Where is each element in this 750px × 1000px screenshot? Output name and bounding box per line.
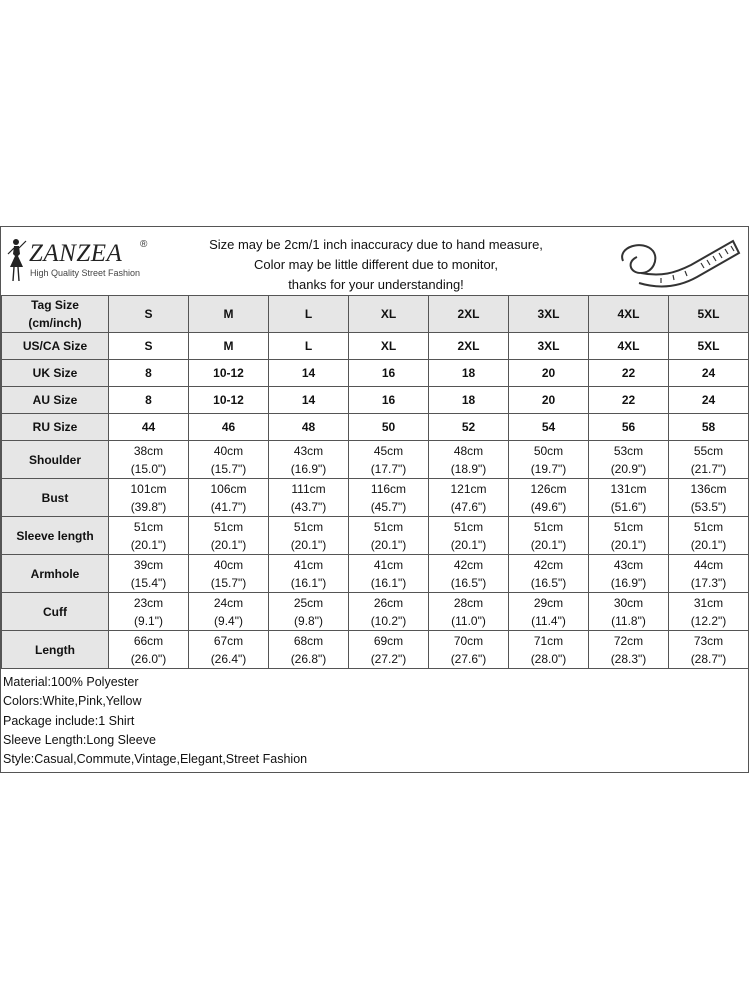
- tag-size-cell: L: [269, 296, 349, 333]
- cm-value: 41cm: [293, 557, 324, 572]
- spec-material: Material:100% Polyester: [3, 675, 139, 689]
- table-cell: [509, 479, 589, 517]
- inch-value: (27.2"): [370, 651, 407, 666]
- table-cell: [669, 517, 749, 555]
- registered-mark: ®: [140, 239, 148, 250]
- table-cell: 50: [349, 414, 429, 441]
- row-label: US/CA Size: [2, 333, 109, 360]
- table-cell: [669, 441, 749, 479]
- table-cell: 18: [429, 387, 509, 414]
- table-cell: [509, 593, 589, 631]
- cm-value: 51cm: [133, 519, 164, 534]
- spec-package: Package include:1 Shirt: [3, 713, 135, 728]
- brand-logo: ZANZEA: [29, 240, 123, 267]
- table-cell: [589, 441, 669, 479]
- size-chart: [0, 226, 749, 773]
- table-row: [2, 441, 749, 479]
- cm-value: 68cm: [293, 633, 324, 648]
- table-cell: [269, 593, 349, 631]
- table-cell: 10-12: [189, 360, 269, 387]
- table-cell: [189, 441, 269, 479]
- table-cell: [429, 631, 509, 669]
- inch-value: (20.1"): [370, 537, 407, 552]
- cm-value: 116cm: [370, 481, 407, 496]
- table-cell: [589, 555, 669, 593]
- cm-value: 51cm: [293, 519, 324, 534]
- inch-value: (45.7"): [370, 499, 407, 514]
- inch-value: (20.1"): [210, 537, 247, 552]
- inch-value: (15.0"): [130, 461, 167, 476]
- tag-size-header: [2, 296, 109, 333]
- table-cell: [349, 555, 429, 593]
- table-cell: 52: [429, 414, 509, 441]
- row-label: AU Size: [2, 387, 109, 414]
- row-label: Cuff: [2, 593, 109, 631]
- table-cell: S: [109, 333, 189, 360]
- inch-value: (16.5"): [450, 575, 487, 590]
- cm-value: 48cm: [453, 443, 484, 458]
- inch-value: (51.6"): [610, 499, 647, 514]
- notice-line: Color may be little different due to monitor,: [254, 257, 498, 272]
- table-cell: 14: [269, 387, 349, 414]
- table-cell: [349, 593, 429, 631]
- table-row: [2, 414, 749, 441]
- table-cell: [349, 479, 429, 517]
- table-cell: XL: [349, 333, 429, 360]
- cm-value: 39cm: [133, 557, 164, 572]
- inch-value: (9.4"): [214, 613, 243, 628]
- table-cell: [109, 555, 189, 593]
- table-row: [2, 479, 749, 517]
- notice-line: thanks for your understanding!: [288, 277, 464, 292]
- inch-value: (26.4"): [210, 651, 247, 666]
- cm-value: 23cm: [133, 595, 164, 610]
- table-row: [2, 517, 749, 555]
- tag-size-cell: S: [109, 296, 189, 333]
- cm-value: 67cm: [213, 633, 244, 648]
- table-cell: [269, 441, 349, 479]
- table-cell: [429, 593, 509, 631]
- table-cell: 16: [349, 360, 429, 387]
- cm-value: 40cm: [213, 443, 244, 458]
- row-label: Bust: [2, 479, 109, 517]
- table-cell: [269, 479, 349, 517]
- table-cell: [109, 631, 189, 669]
- table-row: [2, 555, 749, 593]
- row-label: Armhole: [2, 555, 109, 593]
- table-cell: [269, 555, 349, 593]
- table-cell: [589, 593, 669, 631]
- table-cell: [109, 479, 189, 517]
- cm-value: 51cm: [453, 519, 484, 534]
- inch-value: (43.7"): [290, 499, 327, 514]
- row-label: UK Size: [2, 360, 109, 387]
- inch-value: (16.1"): [370, 575, 407, 590]
- table-cell: 58: [669, 414, 749, 441]
- table-row: [2, 387, 749, 414]
- cm-value: 40cm: [213, 557, 244, 572]
- table-cell: [429, 517, 509, 555]
- table-cell: 18: [429, 360, 509, 387]
- inch-value: (53.5"): [690, 499, 727, 514]
- table-cell: 46: [189, 414, 269, 441]
- inch-value: (15.7"): [210, 461, 247, 476]
- table-cell: 10-12: [189, 387, 269, 414]
- table-cell: [189, 479, 269, 517]
- table-cell: [189, 593, 269, 631]
- product-specs: [3, 673, 307, 769]
- spec-colors: Colors:White,Pink,Yellow: [3, 694, 142, 709]
- chart-header: [1, 227, 748, 296]
- table-cell: [509, 441, 589, 479]
- inch-value: (26.8"): [290, 651, 327, 666]
- cm-value: 69cm: [373, 633, 404, 648]
- cm-value: 43cm: [613, 557, 644, 572]
- inch-value: (15.4"): [130, 575, 167, 590]
- table-row: [2, 360, 749, 387]
- inch-value: (20.1"): [130, 537, 167, 552]
- cm-value: 101cm: [130, 481, 167, 496]
- inch-value: (20.1"): [450, 537, 487, 552]
- tag-size-cell: 4XL: [589, 296, 669, 333]
- table-cell: [509, 517, 589, 555]
- table-row: [2, 333, 749, 360]
- cm-value: 28cm: [453, 595, 484, 610]
- inch-value: (18.9"): [450, 461, 487, 476]
- table-cell: 48: [269, 414, 349, 441]
- inch-value: (26.0"): [130, 651, 167, 666]
- table-cell: [109, 517, 189, 555]
- spec-style: Style:Casual,Commute,Vintage,Elegant,Street Fashion: [3, 752, 308, 767]
- table-cell: [669, 631, 749, 669]
- cm-value: 24cm: [213, 595, 244, 610]
- table-cell: [589, 517, 669, 555]
- table-cell: [429, 441, 509, 479]
- table-cell: [509, 631, 589, 669]
- inch-value: (20.1"): [290, 537, 327, 552]
- tag-size-cell: 3XL: [509, 296, 589, 333]
- inch-value: (16.9"): [610, 575, 647, 590]
- inch-value: (27.6"): [450, 651, 487, 666]
- table-cell: 22: [589, 387, 669, 414]
- inch-value: (17.7"): [370, 461, 407, 476]
- cm-value: 71cm: [533, 633, 564, 648]
- inch-value: (21.7"): [690, 461, 727, 476]
- cm-value: 50cm: [533, 443, 564, 458]
- inch-value: (39.8"): [130, 499, 167, 514]
- table-cell: 5XL: [669, 333, 749, 360]
- inch-value: (28.0"): [530, 651, 567, 666]
- table-cell: 8: [109, 360, 189, 387]
- size-table: [1, 295, 749, 669]
- table-cell: 16: [349, 387, 429, 414]
- cm-value: 53cm: [613, 443, 644, 458]
- measurement-notice: [181, 235, 571, 295]
- cm-value: 66cm: [133, 633, 164, 648]
- table-cell: [189, 517, 269, 555]
- inch-value: (20.9"): [610, 461, 647, 476]
- inch-value: (16.1"): [290, 575, 327, 590]
- fashion-figure-icon: [5, 237, 29, 283]
- table-cell: 4XL: [589, 333, 669, 360]
- inch-value: (12.2"): [690, 613, 727, 628]
- notice-line: Size may be 2cm/1 inch inaccuracy due to hand measure,: [209, 237, 543, 252]
- tag-size-cell: XL: [349, 296, 429, 333]
- table-cell: 3XL: [509, 333, 589, 360]
- table-cell: [509, 555, 589, 593]
- cm-value: 72cm: [613, 633, 644, 648]
- tag-size-cell: M: [189, 296, 269, 333]
- table-cell: [269, 631, 349, 669]
- header-label: Tag Size: [31, 298, 79, 312]
- inch-value: (28.3"): [610, 651, 647, 666]
- inch-value: (49.6"): [530, 499, 567, 514]
- table-cell: [349, 631, 429, 669]
- cm-value: 51cm: [373, 519, 404, 534]
- inch-value: (11.4"): [531, 613, 566, 628]
- tag-size-cell: 2XL: [429, 296, 509, 333]
- inch-value: (19.7"): [530, 461, 567, 476]
- cm-value: 136cm: [690, 481, 727, 496]
- inch-value: (9.8"): [294, 613, 323, 628]
- table-cell: [189, 631, 269, 669]
- cm-value: 51cm: [533, 519, 564, 534]
- cm-value: 41cm: [373, 557, 404, 572]
- tag-size-cell: 5XL: [669, 296, 749, 333]
- cm-value: 121cm: [450, 481, 487, 496]
- inch-value: (11.0"): [451, 613, 486, 628]
- inch-value: (20.1"): [690, 537, 727, 552]
- inch-value: (15.7"): [210, 575, 247, 590]
- brand-tagline: High Quality Street Fashion: [30, 268, 141, 278]
- inch-value: (11.8"): [611, 613, 646, 628]
- cm-value: 126cm: [530, 481, 567, 496]
- inch-value: (16.9"): [290, 461, 327, 476]
- cm-value: 25cm: [293, 595, 324, 610]
- cm-value: 51cm: [693, 519, 724, 534]
- cm-value: 111cm: [291, 481, 326, 496]
- inch-value: (28.7"): [690, 651, 727, 666]
- table-cell: [669, 593, 749, 631]
- inch-value: (20.1"): [530, 537, 567, 552]
- table-cell: [109, 441, 189, 479]
- table-cell: 54: [509, 414, 589, 441]
- table-cell: 2XL: [429, 333, 509, 360]
- table-cell: L: [269, 333, 349, 360]
- table-cell: [349, 441, 429, 479]
- table-row: [2, 631, 749, 669]
- table-cell: [669, 479, 749, 517]
- cm-value: 73cm: [693, 633, 724, 648]
- inch-value: (47.6"): [450, 499, 487, 514]
- inch-value: (17.3"): [690, 575, 727, 590]
- inch-value: (16.5"): [530, 575, 567, 590]
- table-cell: [589, 479, 669, 517]
- cm-value: 30cm: [613, 595, 644, 610]
- table-cell: [429, 555, 509, 593]
- table-row: [2, 296, 749, 333]
- cm-value: 51cm: [213, 519, 244, 534]
- table-cell: [189, 555, 269, 593]
- cm-value: 131cm: [610, 481, 647, 496]
- cm-value: 45cm: [373, 443, 404, 458]
- table-cell: 14: [269, 360, 349, 387]
- cm-value: 51cm: [613, 519, 644, 534]
- inch-value: (20.1"): [610, 537, 647, 552]
- table-cell: 24: [669, 387, 749, 414]
- cm-value: 29cm: [533, 595, 564, 610]
- row-label: Sleeve length: [2, 517, 109, 555]
- table-cell: [109, 593, 189, 631]
- table-cell: [589, 631, 669, 669]
- cm-value: 31cm: [693, 595, 724, 610]
- cm-value: 42cm: [533, 557, 564, 572]
- table-row: [2, 593, 749, 631]
- row-label: Shoulder: [2, 441, 109, 479]
- header-unit: (cm/inch): [28, 316, 82, 330]
- cm-value: 26cm: [373, 595, 404, 610]
- table-cell: [349, 517, 429, 555]
- table-cell: [669, 555, 749, 593]
- inch-value: (41.7"): [210, 499, 247, 514]
- row-label: Length: [2, 631, 109, 669]
- cm-value: 38cm: [133, 443, 164, 458]
- table-cell: [429, 479, 509, 517]
- cm-value: 44cm: [693, 557, 724, 572]
- row-label: RU Size: [2, 414, 109, 441]
- table-cell: 44: [109, 414, 189, 441]
- measuring-tape-icon: [613, 233, 741, 289]
- cm-value: 43cm: [293, 443, 324, 458]
- cm-value: 42cm: [453, 557, 484, 572]
- table-cell: 8: [109, 387, 189, 414]
- cm-value: 55cm: [693, 443, 724, 458]
- table-cell: [269, 517, 349, 555]
- table-cell: M: [189, 333, 269, 360]
- table-cell: 20: [509, 387, 589, 414]
- spec-sleeve-length: Sleeve Length:Long Sleeve: [3, 732, 156, 747]
- cm-value: 106cm: [210, 481, 247, 496]
- table-cell: 20: [509, 360, 589, 387]
- table-cell: 24: [669, 360, 749, 387]
- cm-value: 70cm: [453, 633, 484, 648]
- inch-value: (9.1"): [134, 613, 163, 628]
- table-cell: 56: [589, 414, 669, 441]
- table-cell: 22: [589, 360, 669, 387]
- inch-value: (10.2"): [370, 613, 407, 628]
